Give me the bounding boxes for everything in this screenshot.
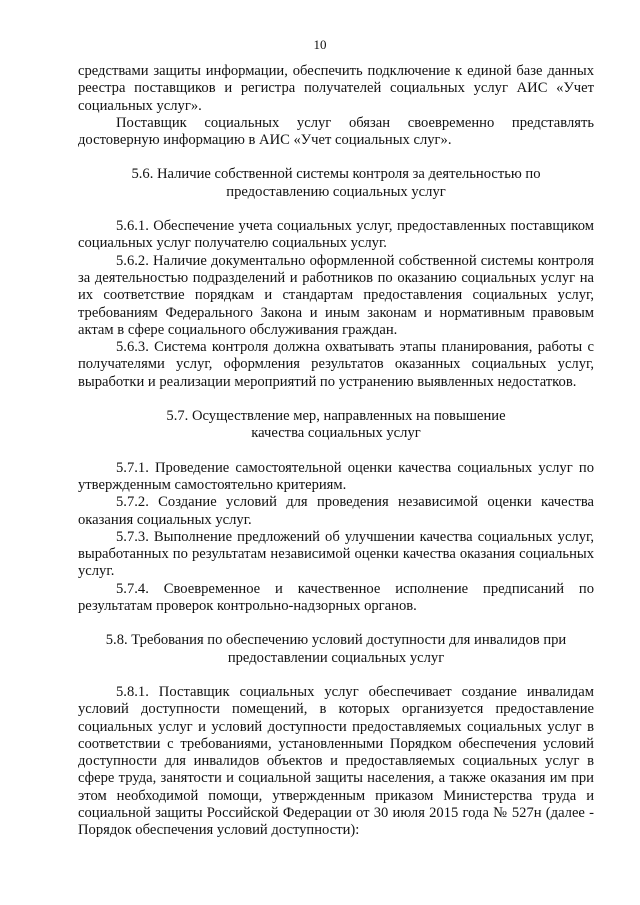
paragraph-continuation: средствами защиты информации, обеспечить подключение к единой базе данных реестра поставщиков и регистра получателей социальных услуг АИС «Учет социальных услуг». <box>78 63 594 114</box>
section-heading-5-6 <box>78 166 594 201</box>
item-5-6-2: 5.6.2. Наличие документально оформленной собственной системы контроля за деятельностью подразделений и работников по оказанию социальных услуг на их соответствие порядкам и стандартам предоставления социальных услуг, требованиям Федерального Закона и иным законам и нормативным правовым актам в сфере социального обслуживания граждан. <box>78 252 594 338</box>
item-5-7-1: 5.7.1. Проведение самостоятельной оценки качества социальных услуг по утвержденным самостоятельно критериям. <box>78 459 594 493</box>
section-heading-5-6-line1: 5.6. Наличие собственной системы контроля за деятельностью по <box>131 166 541 183</box>
item-5-6-3: 5.6.3. Система контроля должна охватывать этапы планирования, работы с получателями услуг, оформления результатов оказанных социальных услуг, выработки и реализации мероприятий по устранению выявленных недостатков. <box>78 339 594 390</box>
item-5-8-1: 5.8.1. Поставщик социальных услуг обеспечивает создание инвалидам условий доступности помещений, в которых организуется предоставление социальных услуг и условий доступности предоставляемых социальных услуг в соответствии с требованиями, установленными Порядком обеспечения условий доступности для инвалидов объектов и предоставляемых социальных услуг в сфере труда, занятости и социальной защиты населения, а также оказания им при этом необходимой помощи, утвержденным приказом Министерства труда и социальной защиты Российской Федерации от 30 июля 2015 года № 527н (далее - Порядок обеспечения условий доступности): <box>78 683 594 839</box>
section-heading-5-7-line2: качества социальных услуг <box>251 425 421 442</box>
paragraph-provider-obligation: Поставщик социальных услуг обязан своевременно представлять достоверную информацию в АИС «Учет социальных слуг». <box>78 114 594 149</box>
section-heading-5-8-line2: предоставлении социальных услуг <box>227 649 445 666</box>
item-5-7-2: 5.7.2. Создание условий для проведения независимой оценки качества оказания социальных услуг. <box>78 494 594 528</box>
item-5-7-4: 5.7.4. Своевременное и качественное исполнение предписаний по результатам проверок контрольно-надзорных органов. <box>78 580 594 615</box>
page-number: 10 <box>313 37 327 52</box>
section-heading-5-8-line1: 5.8. Требования по обеспечению условий доступности для инвалидов при <box>105 632 567 649</box>
section-heading-5-8 <box>78 632 594 667</box>
item-5-6-1: 5.6.1. Обеспечение учета социальных услуг, предоставленных поставщиком социальных услуг получателю социальных услуг. <box>78 218 594 252</box>
section-heading-5-7 <box>78 408 594 443</box>
item-5-7-3: 5.7.3. Выполнение предложений об улучшении качества социальных услуг, выработанных по результатам независимой оценки качества оказания социальных услуг. <box>78 528 594 580</box>
section-heading-5-6-line2: предоставлению социальных услуг <box>226 183 446 200</box>
document-body <box>78 63 594 840</box>
section-heading-5-7-line1: 5.7. Осуществление мер, направленных на повышение <box>166 408 506 425</box>
